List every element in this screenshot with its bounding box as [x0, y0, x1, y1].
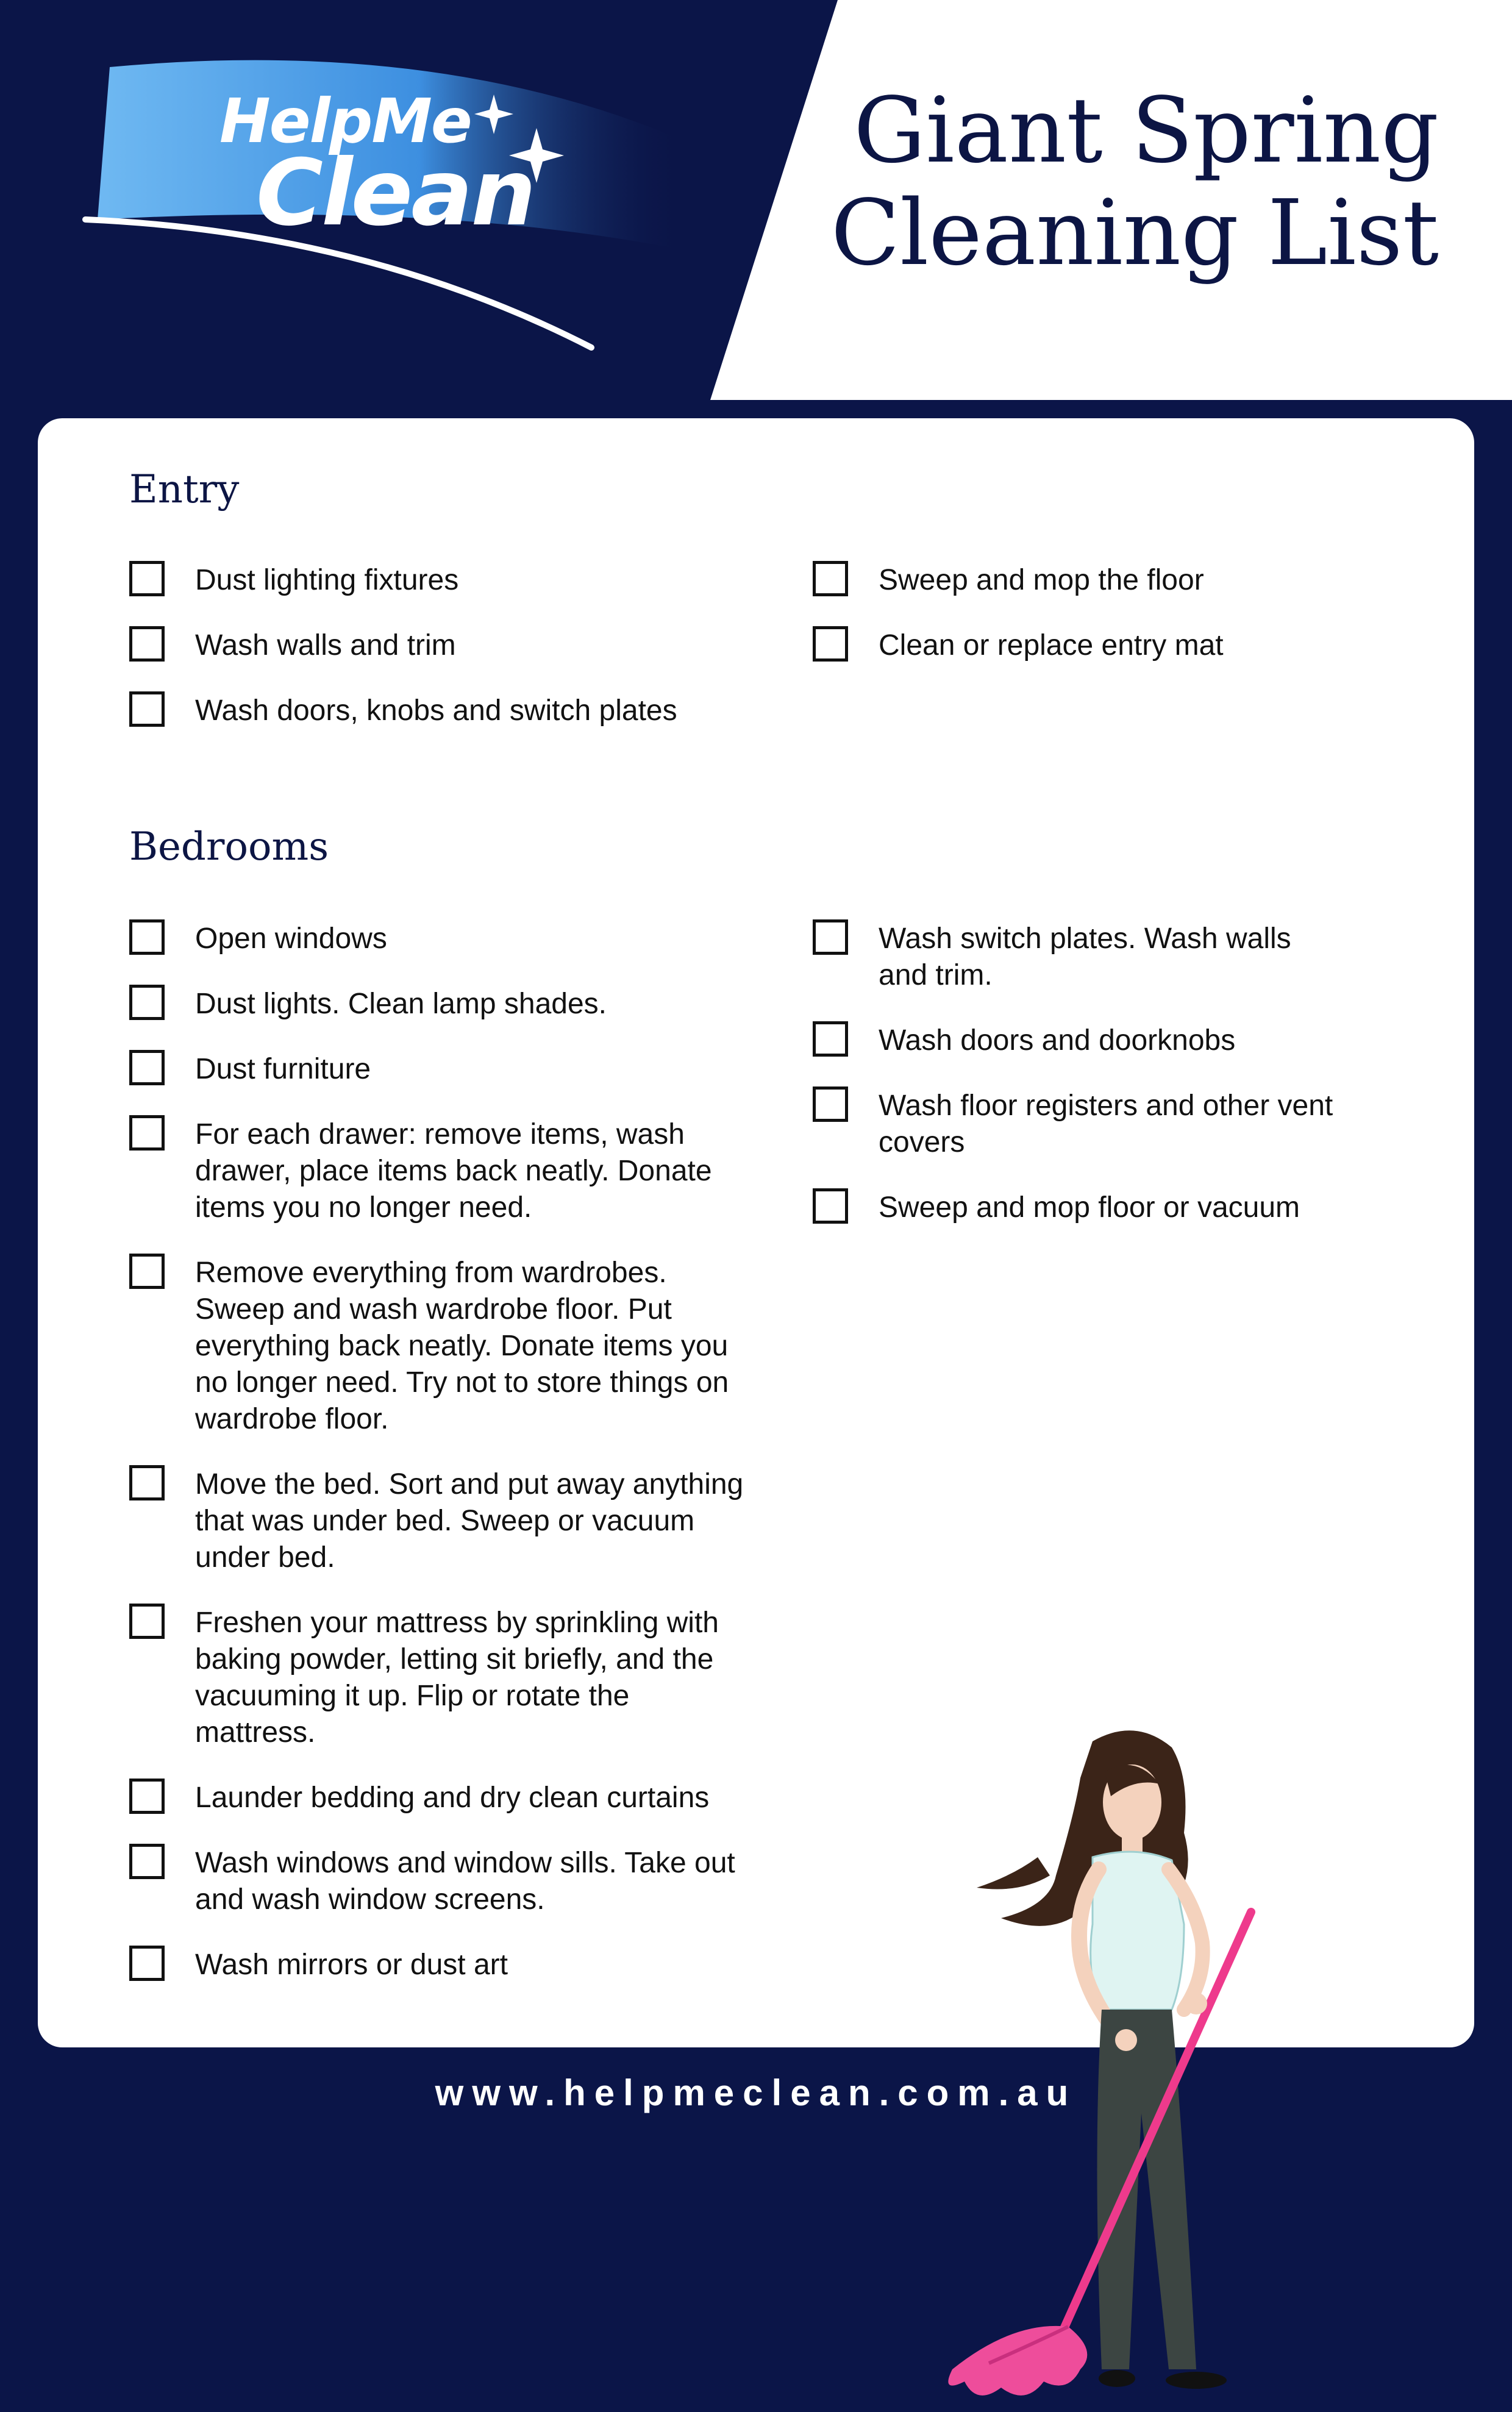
woman-mopping-illustration [928, 1723, 1379, 2412]
checklist-item-label: Remove everything from wardrobes. Sweep and wash wardrobe floor. Put everything back neatly. Donate items you no longer need. Try not to store things on wardrobe floor. [195, 1257, 729, 1435]
checklist-item-label: Sweep and mop floor or vacuum [879, 1191, 1300, 1224]
logo-text-clean: Clean [256, 140, 535, 246]
checkbox[interactable] [129, 985, 165, 1020]
checklist-item-label: Clean or replace entry mat [879, 629, 1224, 662]
checkbox[interactable] [813, 1086, 848, 1122]
checklist-item-label: For each drawer: remove items, wash drawer, place items back neatly. Donate items you no longer need. [195, 1118, 712, 1224]
checklist-item-label: Wash mirrors or dust art [195, 1949, 508, 1981]
section-title-entry: Entry [129, 467, 240, 512]
checkbox[interactable] [129, 1779, 165, 1814]
checkbox[interactable] [129, 1844, 165, 1879]
checkbox[interactable] [129, 1946, 165, 1981]
checklist-item-label: Sweep and mop the floor [879, 564, 1204, 596]
checklist-item-label: Wash floor registers and other vent covers [879, 1090, 1333, 1158]
checkbox[interactable] [813, 1021, 848, 1057]
checkbox[interactable] [129, 1050, 165, 1085]
mop-head-icon [948, 2326, 1087, 2396]
checklist-card [38, 418, 1474, 2047]
checklist-item-label: Wash windows and window sills. Take out and wash window screens. [195, 1847, 735, 1916]
checklist-item-label: Move the bed. Sort and put away anything that was under bed. Sweep or vacuum under bed. [195, 1468, 744, 1574]
checklist-item-label: Wash doors, knobs and switch plates [195, 694, 677, 727]
helpme-clean-logo [73, 49, 695, 366]
checklist-item-label: Wash switch plates. Wash walls and trim. [879, 922, 1291, 991]
checkbox[interactable] [129, 561, 165, 596]
checkbox[interactable] [129, 1604, 165, 1639]
section-title-bedrooms: Bedrooms [129, 824, 329, 869]
footer-website-url[interactable]: www.helpmeclean.com.au [435, 2072, 1077, 2113]
checklist-item-label: Wash walls and trim [195, 629, 456, 662]
checklist-item-label: Wash doors and doorknobs [879, 1024, 1236, 1057]
checklist-item-label: Freshen your mattress by sprinkling with baking powder, letting sit briefly, and the vacuuming it up. Flip or rotate the mattress. [195, 1607, 719, 1749]
checklist-item-label: Dust lighting fixtures [195, 564, 459, 596]
checkbox[interactable] [813, 919, 848, 955]
header-band [0, 0, 1512, 402]
title-line-1: Giant Spring [854, 78, 1439, 183]
checkbox[interactable] [129, 919, 165, 955]
checkbox[interactable] [813, 1188, 848, 1224]
checklist-item-label: Open windows [195, 922, 387, 955]
checkbox[interactable] [813, 626, 848, 662]
checklist-item-label: Dust lights. Clean lamp shades. [195, 988, 607, 1020]
checklist-item-label: Launder bedding and dry clean curtains [195, 1782, 710, 1814]
page-title [738, 79, 1439, 284]
checkbox[interactable] [129, 691, 165, 727]
checkbox[interactable] [813, 561, 848, 596]
checklist-item-label: Dust furniture [195, 1053, 371, 1085]
checkbox[interactable] [129, 1115, 165, 1151]
title-line-2: Cleaning List [830, 180, 1439, 285]
logo-text-helpme: HelpMe [219, 85, 471, 157]
checkbox[interactable] [129, 626, 165, 662]
checkbox[interactable] [129, 1254, 165, 1289]
checkbox[interactable] [129, 1465, 165, 1500]
